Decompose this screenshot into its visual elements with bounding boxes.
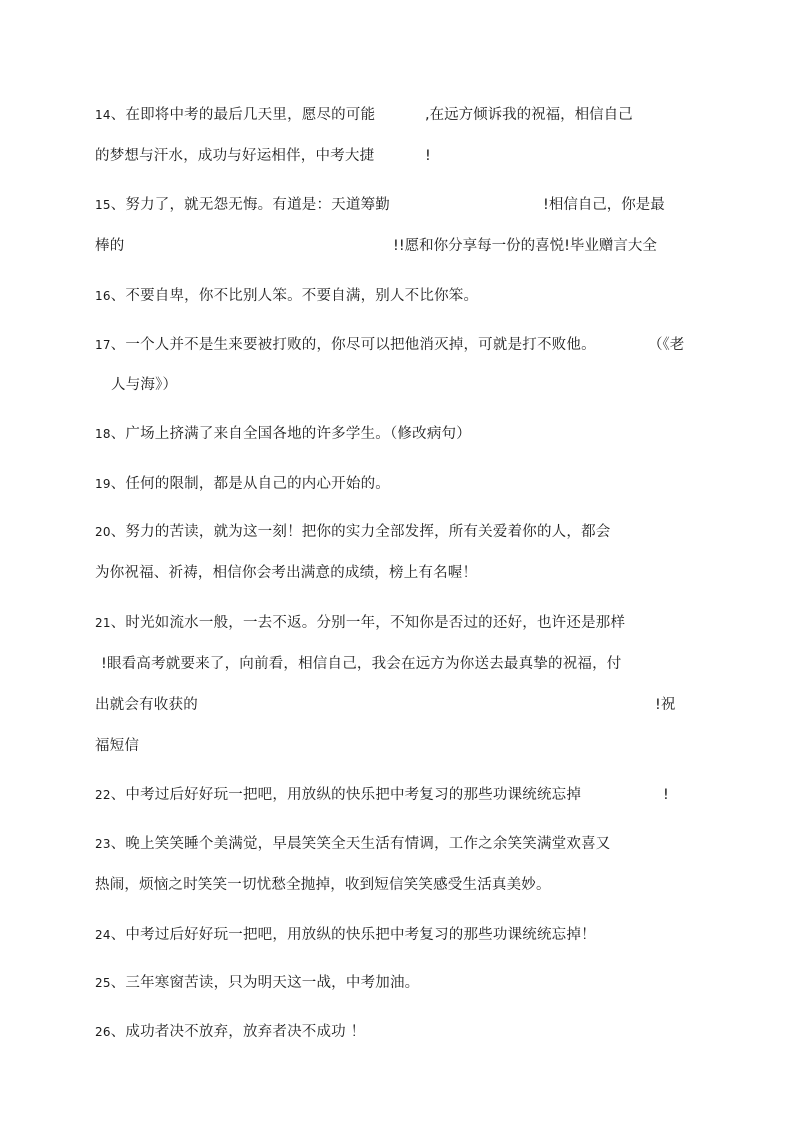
list-item-21-line-1	[95, 613, 625, 633]
list-item-20-line-2	[95, 563, 477, 583]
item-text-continued: !相信自己，你是最	[543, 197, 665, 213]
list-item-15-line-1	[95, 195, 390, 215]
item-number: 17	[95, 338, 111, 352]
item-text: 、努力了，就无怨无悔。有道是：天道筹勤	[110, 197, 390, 213]
item-text: 为你祝福、祈祷，相信你会考出满意的成绩，榜上有名喔！	[95, 565, 478, 581]
item-number: 21	[95, 616, 111, 630]
item-text: 人与海》）	[111, 377, 178, 393]
list-item-19	[95, 474, 390, 494]
item-text: 福短信	[95, 738, 140, 754]
list-item-24	[95, 925, 596, 945]
item-text-continued: !	[425, 148, 431, 164]
item-number: 22	[95, 788, 111, 802]
list-item-22	[95, 785, 581, 805]
list-item-15-line-2	[95, 236, 124, 256]
list-item-21-line-4	[95, 736, 139, 756]
list-item-17-line-2	[111, 375, 177, 395]
item-text: 、在即将中考的最后几天里，愿尽的可能	[110, 107, 376, 123]
item-text: 、广场上挤满了来自全国各地的许多学生。（修改病句）	[110, 426, 471, 442]
item-text-continued: !祝	[655, 697, 676, 713]
item-text-continued: !!愿和你分享每一份的喜悦!毕业赠言大全	[393, 238, 657, 254]
item-text: 、努力的苦读，就为这一刻！把你的实力全部发挥，所有关爱着你的人，都会	[110, 524, 611, 540]
list-item-21-line-2	[101, 654, 622, 674]
list-item-23-line-2	[95, 875, 551, 895]
item-text-continued: !	[663, 787, 669, 803]
item-text: 、晚上笑笑睡个美满觉，早晨笑笑全天生活有情调，工作之余笑笑满堂欢喜又	[110, 836, 611, 852]
item-text-continued: ,在远方倾诉我的祝福，相信自己	[425, 107, 633, 123]
item-number: 26	[95, 1025, 111, 1039]
item-text: 的梦想与汗水，成功与好运相伴，中考大捷	[95, 148, 375, 164]
list-item-17-line-1	[95, 335, 596, 355]
item-text: 、不要自卑，你不比别人笨。不要自满，别人不比你笨。	[110, 288, 479, 304]
item-text: 、一个人并不是生来要被打败的，你尽可以把他消灭掉，可就是打不败他。	[110, 337, 596, 353]
item-text: 、中考过后好好玩一把吧，用放纵的快乐把中考复习的那些功课统统忘掉	[110, 787, 582, 803]
list-item-16	[95, 286, 478, 306]
item-text: !眼看高考就要来了，向前看，相信自己，我会在远方为你送去最真挚的祝福，付	[101, 656, 622, 672]
list-item-21-line-3	[95, 695, 198, 715]
item-number: 18	[95, 427, 111, 441]
list-item-23-line-1	[95, 834, 610, 854]
item-number: 19	[95, 477, 111, 491]
item-text: 、时光如流水一般，一去不返。分别一年，不知你是否过的还好，也许还是那样	[110, 615, 626, 631]
item-text: 、成功者决不放弃，放弃者决不成功 ！	[110, 1024, 366, 1040]
item-number: 14	[95, 108, 111, 122]
item-number: 20	[95, 525, 111, 539]
item-text: 棒的	[95, 238, 125, 254]
list-item-25	[95, 973, 419, 993]
list-item-18	[95, 424, 471, 444]
item-text: 热闹，烦恼之时笑笑一切忧愁全抛掉，收到短信笑笑感受生活真美妙。	[95, 877, 551, 893]
item-number: 15	[95, 198, 111, 212]
list-item-14-line-2	[95, 146, 374, 166]
item-number: 25	[95, 976, 111, 990]
item-text-continued: （《老	[648, 337, 685, 353]
item-number: 24	[95, 928, 111, 942]
item-text: 、三年寒窗苦读，只为明天这一战，中考加油。	[110, 975, 420, 991]
item-number: 16	[95, 289, 111, 303]
item-text: 、中考过后好好玩一把吧，用放纵的快乐把中考复习的那些功课统统忘掉！	[110, 927, 596, 943]
list-item-14-line-1	[95, 105, 375, 125]
item-text: 出就会有收获的	[95, 697, 198, 713]
list-item-20-line-1	[95, 522, 610, 542]
list-item-26	[95, 1022, 365, 1042]
item-text: 、任何的限制，都是从自己的内心开始的。	[110, 476, 390, 492]
item-number: 23	[95, 837, 111, 851]
